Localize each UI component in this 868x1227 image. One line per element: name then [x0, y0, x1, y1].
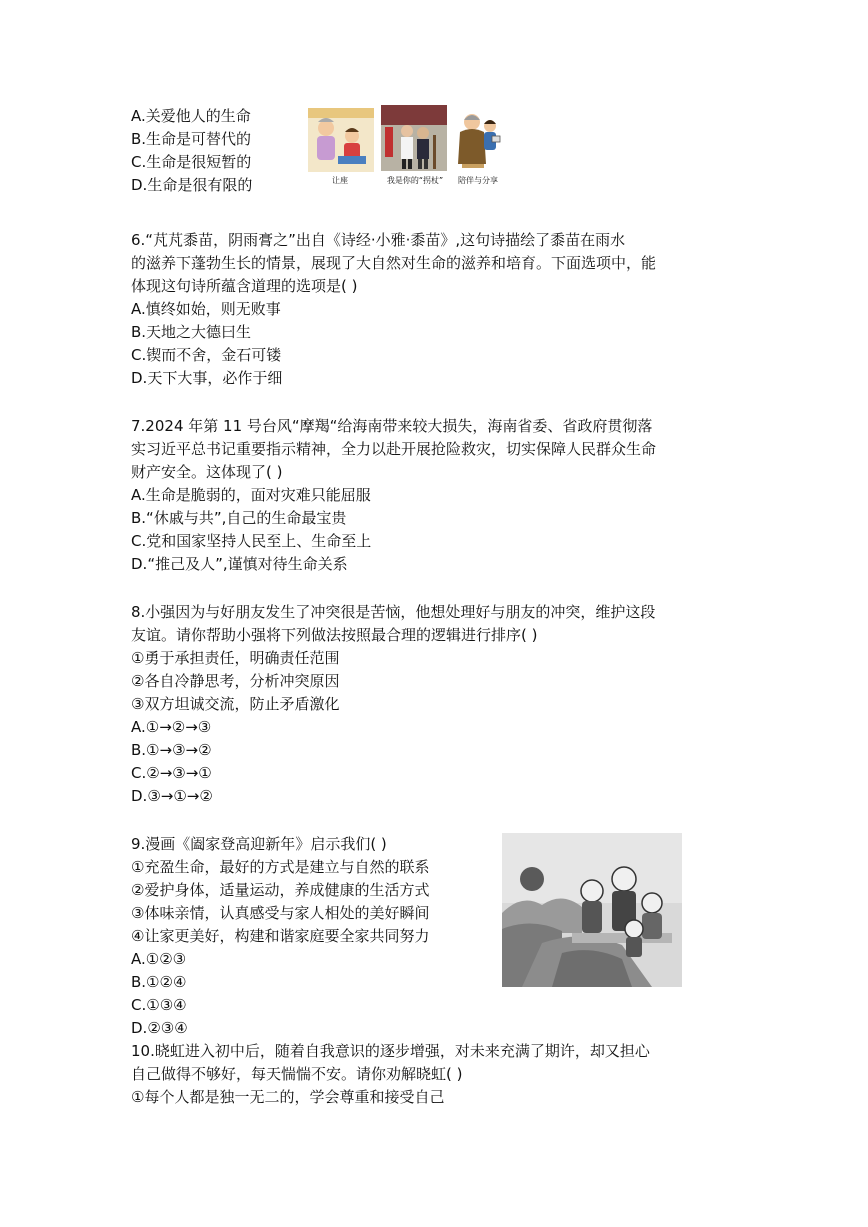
q8-item-2: ②各自冷静思考，分析冲突原因 [131, 672, 340, 690]
q7-option-d: D.“推己及人”,谨慎对待生命关系 [131, 555, 348, 573]
q8-item-3: ③双方坦诚交流，防止矛盾激化 [131, 695, 340, 713]
q5-caption-seat: 让座 [332, 176, 348, 185]
q9-option-b: B.①②④ [131, 973, 187, 991]
q10-stem-line-1: 10.晓虹进入初中后，随着自我意识的逐步增强，对未来充满了期许，却又担心 [131, 1042, 650, 1060]
q6-stem-line-2: 的滋养下蓬勃生长的情景，展现了大自然对生命的滋养和培育。下面选项中，能 [131, 254, 657, 272]
q7-stem-line-3: 财产安全。这体现了( ) [131, 463, 283, 481]
q9-item-4: ④让家更美好，构建和谐家庭要全家共同努力 [131, 927, 430, 945]
q8-option-c: C.②→③→① [131, 764, 212, 782]
q5-illustration-seat [308, 108, 374, 172]
q7-option-b: B.“休戚与共”,自己的生命最宝贵 [131, 509, 347, 527]
q9-option-c: C.①③④ [131, 996, 187, 1014]
q5-option-c: C.生命是很短暂的 [131, 153, 252, 171]
q6-option-b: B.天地之大德曰生 [131, 323, 252, 341]
q10-stem-line-2: 自己做得不够好，每天惴惴不安。请你劝解晓虹( ) [131, 1065, 463, 1083]
q5-caption-crutch: 我是你的“拐杖” [386, 176, 444, 185]
q5-option-d: D.生命是很有限的 [131, 176, 253, 194]
q6-option-d: D.天下大事，必作于细 [131, 369, 283, 387]
q5-illustration-crutch [381, 105, 447, 171]
q8-option-a: A.①→②→③ [131, 718, 212, 736]
q8-stem-line-1: 8.小强因为与好朋友发生了冲突很是苦恼，他想处理好与朋友的冲突，维护这段 [131, 603, 656, 621]
q5-illustration-companion [454, 108, 504, 170]
q9-stem: 9.漫画《阖家登高迎新年》启示我们( ) [131, 835, 387, 853]
q9-item-1: ①充盈生命，最好的方式是建立与自然的联系 [131, 858, 430, 876]
q7-stem-line-2: 实习近平总书记重要指示精神，全力以赴开展抢险救灾，切实保障人民群众生命 [131, 440, 657, 458]
q9-item-2: ②爱护身体，适量运动，养成健康的生活方式 [131, 881, 430, 899]
q9-option-a: A.①②③ [131, 950, 187, 968]
q9-cartoon-family-climb [502, 833, 682, 987]
q6-stem-line-3: 体现这句诗所蕴含道理的选项是( ) [131, 277, 358, 295]
q7-stem-line-1: 7.2024 年第 11 号台风“摩羯“给海南带来较大损失，海南省委、省政府贯彻落 [131, 417, 653, 435]
q8-stem-line-2: 友谊。请你帮助小强将下列做法按照最合理的逻辑进行排序( ) [131, 626, 538, 644]
q9-option-d: D.②③④ [131, 1019, 188, 1037]
q8-option-d: D.③→①→② [131, 787, 213, 805]
q5-option-a: A.关爱他人的生命 [131, 107, 251, 125]
q5-caption-companion: 陪伴与分享 [458, 176, 498, 185]
q5-option-b: B.生命是可替代的 [131, 130, 252, 148]
q7-option-c: C.党和国家坚持人民至上、生命至上 [131, 532, 372, 550]
q9-item-3: ③体味亲情，认真感受与家人相处的美好瞬间 [131, 904, 430, 922]
q10-item-1: ①每个人都是独一无二的，学会尊重和接受自己 [131, 1088, 445, 1106]
q8-option-b: B.①→③→② [131, 741, 212, 759]
q6-option-a: A.慎终如始，则无败事 [131, 300, 281, 318]
q8-item-1: ①勇于承担责任，明确责任范围 [131, 649, 340, 667]
q6-stem-line-1: 6.“芃芃黍苗，阴雨膏之”出自《诗经·小雅·黍苗》,这句诗描绘了黍苗在雨水 [131, 231, 626, 249]
q7-option-a: A.生命是脆弱的，面对灾难只能屈服 [131, 486, 371, 504]
q6-option-c: C.锲而不舍，金石可镂 [131, 346, 282, 364]
